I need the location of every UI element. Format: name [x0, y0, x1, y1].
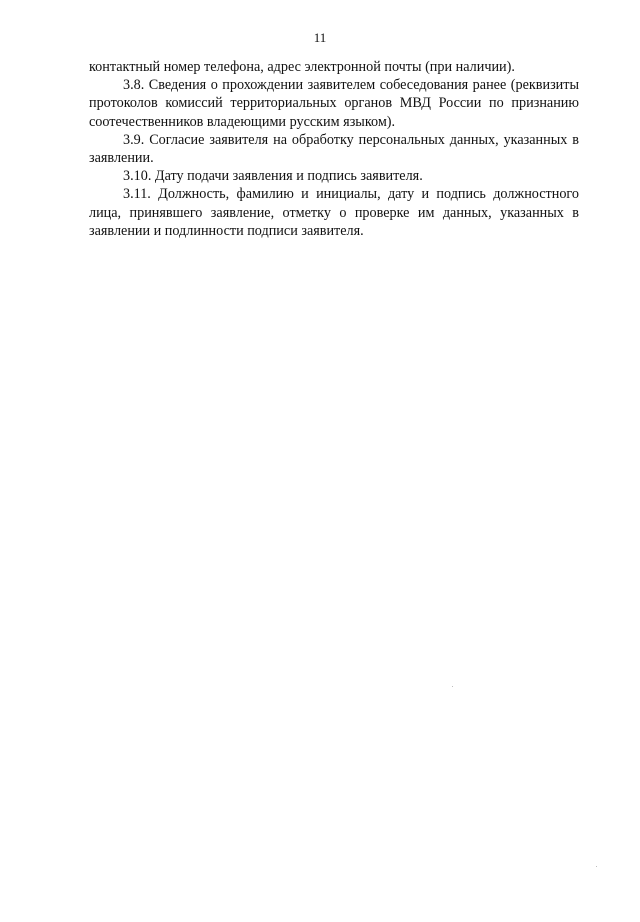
paragraph-3-11: 3.11. Должность, фамилию и инициалы, дату и подпись должностного лица, принявшего заявление, отметку о проверке им данных, указанных в заявлении и подлинности подписи заявителя.	[89, 186, 579, 239]
paragraph-3-9: 3.9. Согласие заявителя на обработку персональных данных, указанных в заявлении.	[89, 131, 579, 167]
scan-speck	[596, 866, 597, 867]
page-number: 11	[313, 30, 327, 45]
scan-speck	[452, 686, 453, 687]
paragraph-3-10: 3.10. Дату подачи заявления и подпись заявителя.	[123, 168, 423, 185]
paragraph-contact-continuation: контактный номер телефона, адрес электронной почты (при наличии).	[89, 59, 515, 75]
paragraph-3-8: 3.8. Сведения о прохождении заявителем собеседования ранее (реквизиты протоколов комиссий территориальных органов МВД России по признанию соотечественников владеющими русским языком).	[89, 77, 579, 130]
document-body	[89, 58, 579, 240]
